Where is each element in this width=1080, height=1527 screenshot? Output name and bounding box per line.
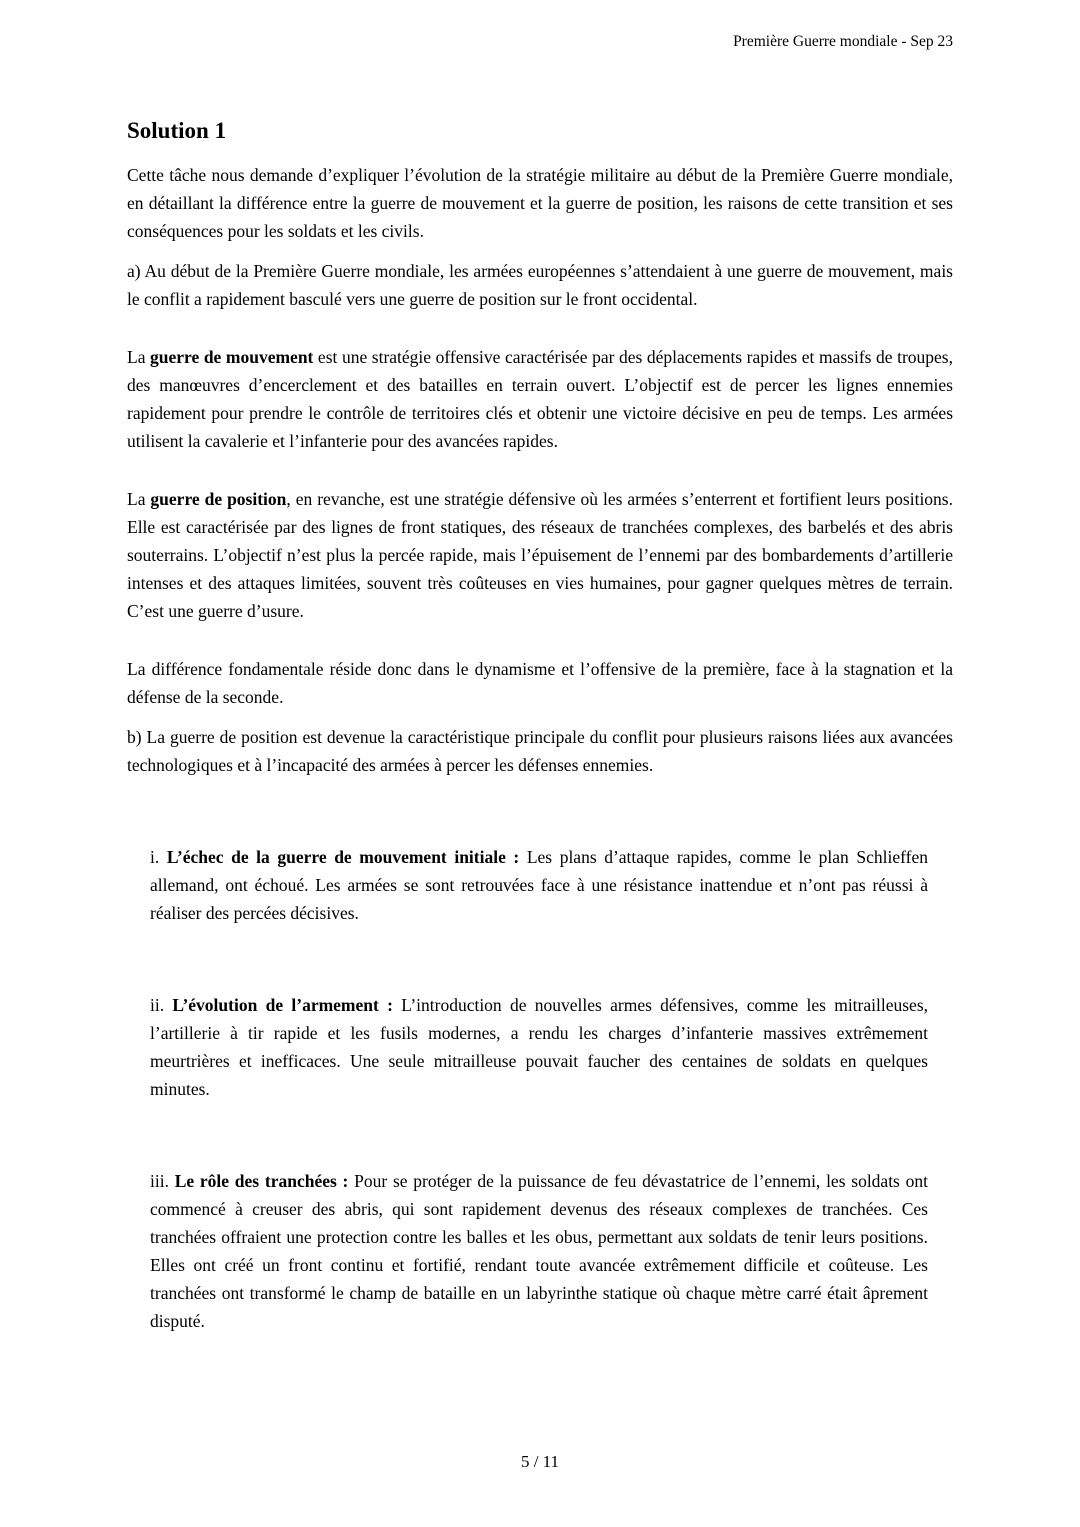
text-run: est une stratégie offensive caractérisée par des déplacements rapides et massifs de troupes, des manœuvres d’encerclement et des batailles en terrain ouvert. L’objectif est de percer les lignes ennemies rapidement pour prendre le contrôle de territoires clés et obtenir une victoire décisive en peu de temps. Les armées utilisent la cavalerie et l’infanterie pour des avancées rapides. xyxy=(127,347,953,451)
paragraph-difference: La différence fondamentale réside donc dans le dynamisme et l’offensive de la première, face à la stagnation et la défense de la seconde. xyxy=(127,659,953,707)
item-body-text: L’introduction de nouvelles armes défensives, comme les mitrailleuses, l’artillerie à tir rapide et les fusils modernes, a rendu les charges d’infanterie massives extrêmement meurtrières et inefficaces. Une seule mitrailleuse pouvait faucher des centaines de soldats en quelques minutes. xyxy=(150,995,929,1099)
item-body-text: Les plans d’attaque rapides, comme le plan Schlieffen allemand, ont échoué. Les armées se sont retrouvées face à une résistance inattendue et n’ont pas réussi à réaliser des percées décisives. xyxy=(150,847,928,923)
text-run: , en revanche, est une stratégie défensive où les armées s’enterrent et fortifient leurs positions. Elle est caractérisée par des lignes de front statiques, des réseaux de tranchées complexes, des barbelés et des abris souterrains. L’objectif n’est plus la percée rapide, mais l’épuisement de l’ennemi par des bombardements d’artillerie intenses et des attaques limitées, souvent très coûteuses en vies humaines, pour gagner quelques mètres de terrain. C’est une guerre d’usure. xyxy=(127,489,953,621)
page-number: 5 / 11 xyxy=(520,1452,560,1471)
item-number: i. xyxy=(150,847,167,867)
page-footer xyxy=(0,1452,1080,1472)
item-body-text: Pour se protéger de la puissance de feu dévastatrice de l’ennemi, les soldats ont commencé à creuser des abris, qui sont rapidement devenus des réseaux complexes de tranchées. Ces tranchées offraient une protection contre les balles et les obus, permettant aux soldats de tenir leurs positions. Elles ont créé un front continu et fortifié, rendant toute avancée extrêmement difficile et coûteuse. Les tranchées ont transformé le champ de bataille en un labyrinthe statique où chaque mètre carré était âprement disputé. xyxy=(150,1171,928,1331)
item-number: ii. xyxy=(150,995,173,1015)
item-heading-bold: Le rôle des tranchées : xyxy=(174,1171,349,1191)
paragraph-part-a: a) Au début de la Première Guerre mondiale, les armées européennes s’attendaient à une guerre de mouvement, mais le conflit a rapidement basculé vers une guerre de position sur le front occidental. xyxy=(127,261,953,309)
text-run-bold: guerre de mouvement xyxy=(150,347,314,367)
document-content xyxy=(127,118,953,1347)
header-text: Première Guerre mondiale - Sep 23 xyxy=(733,33,953,50)
text-run: La xyxy=(127,489,151,509)
paragraph-movement xyxy=(127,343,953,455)
item-heading-bold: L’évolution de l’armement : xyxy=(172,995,393,1015)
text-run: La xyxy=(127,347,151,367)
paragraph-intro: Cette tâche nous demande d’expliquer l’évolution de la stratégie militaire au début de la Première Guerre mondiale, en détaillant la différence entre la guerre de mouvement et la guerre de position, les raisons de cette transition et ses conséquences pour les soldats et les civils. xyxy=(127,165,953,241)
paragraph-part-b: b) La guerre de position est devenue la caractéristique principale du conflit pour plusieurs raisons liées aux avancées technologiques et à l’incapacité des armées à percer les défenses ennemies. xyxy=(127,727,953,775)
solution-title: Solution 1 xyxy=(127,118,227,143)
page-header xyxy=(733,33,953,51)
list-item-2 xyxy=(150,991,928,1103)
list-item-1 xyxy=(150,843,928,927)
list-item-3 xyxy=(150,1167,928,1335)
text-run-bold: guerre de position xyxy=(150,489,287,509)
paragraph-position xyxy=(127,485,953,625)
item-heading-bold: L’échec de la guerre de mouvement initiale : xyxy=(166,847,520,867)
item-number: iii. xyxy=(150,1171,175,1191)
